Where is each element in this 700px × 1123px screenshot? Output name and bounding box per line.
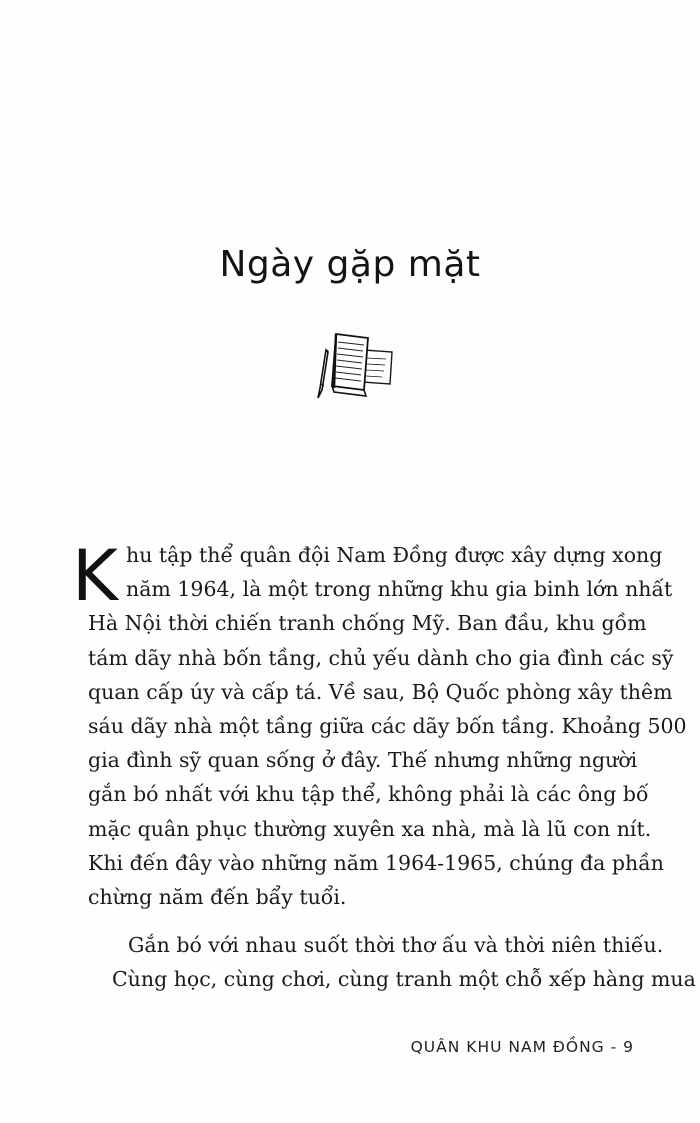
text-line: quan cấp úy và cấp tá. Về sau, Bộ Quốc phòng xây thêm xyxy=(88,679,673,704)
text-line: Cùng học, cùng chơi, cùng tranh một chỗ xếp hàng mua xyxy=(112,967,696,992)
text-line: năm 1964, là một trong những khu gia binh lớn nhất xyxy=(126,577,673,602)
notebook-and-pen-icon xyxy=(312,328,402,408)
chapter-title: Ngày gặp mặt xyxy=(219,244,481,285)
text-line: Hà Nội thời chiến tranh chống Mỹ. Ban đầu, khu gồm xyxy=(88,611,647,636)
text-line: tám dãy nhà bốn tầng, chủ yếu dành cho gia đình các sỹ xyxy=(88,645,674,670)
text-line: gắn bó nhất với khu tập thể, không phải là các ông bố xyxy=(88,782,649,807)
paragraph-2 xyxy=(88,928,696,996)
text-line: hu tập thể quân đội Nam Đồng được xây dựng xong xyxy=(126,543,663,567)
paragraph-1 xyxy=(88,538,687,914)
running-footer: QUÂN KHU NAM ĐỒNG - 9 xyxy=(410,1038,634,1056)
text-line: gia đình sỹ quan sống ở đây. Thế nhưng những người xyxy=(88,748,638,773)
text-line: chừng năm đến bẩy tuổi. xyxy=(88,885,347,910)
text-line: Gắn bó với nhau suốt thời thơ ấu và thời niên thiếu. xyxy=(128,933,664,958)
text-line: Khi đến đây vào những năm 1964-1965, chúng đa phần xyxy=(88,850,664,875)
drop-cap: K xyxy=(72,535,118,617)
text-line: mặc quân phục thường xuyên xa nhà, mà là lũ con nít. xyxy=(88,816,652,841)
chapter-body xyxy=(72,535,696,997)
text-line: sáu dãy nhà một tầng giữa các dãy bốn tầng. Khoảng 500 xyxy=(88,714,687,739)
